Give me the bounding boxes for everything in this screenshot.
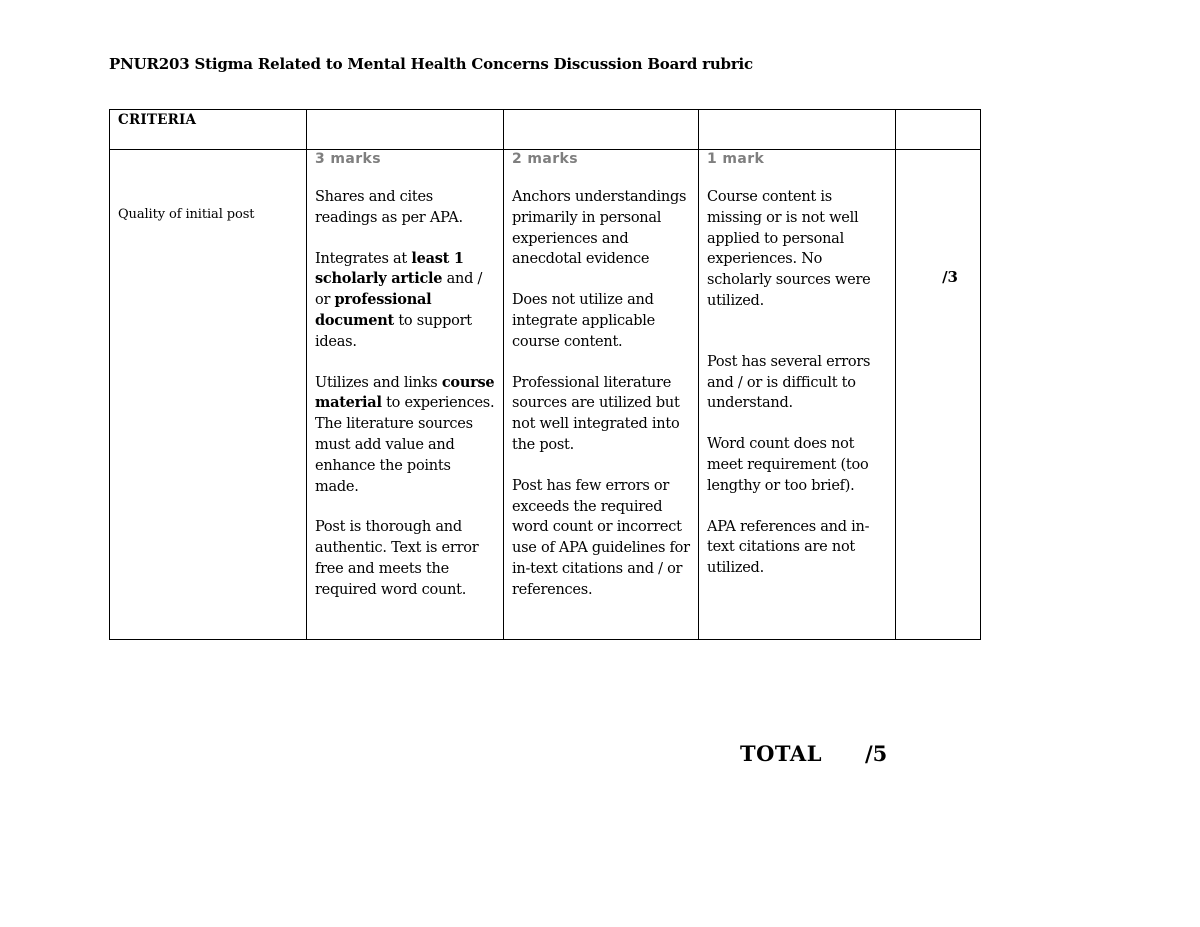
marks-heading: 3 marks — [315, 151, 381, 167]
score-cell — [896, 150, 981, 640]
paragraph-text: Course content is missing or is not well applied to personal experiences. No scholarly sources were utilized. — [707, 189, 871, 309]
rubric-paragraph — [707, 352, 889, 414]
header-cell-empty — [307, 110, 504, 150]
criteria-header: CRITERIA — [118, 112, 197, 128]
criteria-header-cell — [110, 110, 307, 150]
paragraph-text: Does not utilize and integrate applicable course content. — [512, 292, 656, 350]
rubric-paragraph — [512, 187, 692, 270]
rubric-table — [109, 109, 981, 640]
total-score: /5 — [865, 741, 888, 766]
level-cell-3-marks — [307, 150, 504, 640]
marks-heading: 2 marks — [512, 151, 578, 167]
rubric-paragraph — [707, 517, 889, 579]
header-cell-empty — [896, 110, 981, 150]
table-header-row — [110, 110, 981, 150]
rubric-paragraph — [512, 476, 692, 601]
rubric-paragraph — [707, 434, 889, 496]
paragraph-text: Word count does not meet requirement (too lengthy or too brief). — [707, 436, 869, 494]
level-content — [699, 150, 895, 579]
level-cell-1-mark — [699, 150, 896, 640]
level-cell-2-marks — [504, 150, 699, 640]
rubric-paragraph — [315, 517, 497, 600]
paragraph-text: Post is thorough and authentic. Text is error free and meets the required word count. — [315, 519, 479, 598]
rubric-paragraph — [512, 290, 692, 352]
paragraph-text: Anchors understandings primarily in personal experiences and anecdotal evidence — [512, 189, 687, 268]
emphasis-text: least 1 scholarly article — [315, 249, 464, 288]
emphasis-text: course material — [315, 373, 495, 412]
criterion-score: /3 — [942, 268, 958, 286]
level-content — [307, 150, 503, 601]
header-cell-empty — [504, 110, 699, 150]
rubric-paragraph — [512, 373, 692, 456]
marks-heading: 1 mark — [707, 151, 765, 167]
emphasis-text: professional document — [315, 291, 432, 329]
paragraph-text: Professional literature sources are utilized but not well integrated into the post. — [512, 374, 680, 453]
paragraph-text: APA references and in-text citations are not utilized. — [707, 518, 870, 577]
rubric-paragraph — [707, 187, 889, 312]
header-cell-empty — [699, 110, 896, 150]
rubric-paragraph — [315, 373, 497, 498]
document-title: PNUR203 Stigma Related to Mental Health Concerns Discussion Board rubric — [109, 55, 753, 73]
paragraph-text: Integrates at — [315, 250, 412, 267]
paragraph-text: to support ideas. — [315, 312, 472, 350]
paragraph-text: to experiences. The literature sources must add value and enhance the points made. — [315, 395, 495, 495]
level-content — [504, 150, 698, 601]
criterion-cell — [110, 150, 307, 640]
paragraph-text: and / or — [315, 271, 483, 309]
paragraph-text: Utilizes and links — [315, 374, 442, 391]
table-row — [110, 150, 981, 640]
paragraph-text: Post has several errors and / or is difficult to understand. — [707, 353, 871, 412]
paragraph-text: Shares and cites readings as per APA. — [315, 189, 463, 226]
rubric-paragraph — [315, 249, 497, 353]
total-label: TOTAL — [740, 741, 822, 766]
criterion-name: Quality of initial post — [118, 207, 255, 222]
paragraph-text: Post has few errors or exceeds the required word count or incorrect use of APA guidelines for in-text citations and / or references. — [512, 477, 690, 598]
rubric-paragraph — [315, 187, 497, 229]
